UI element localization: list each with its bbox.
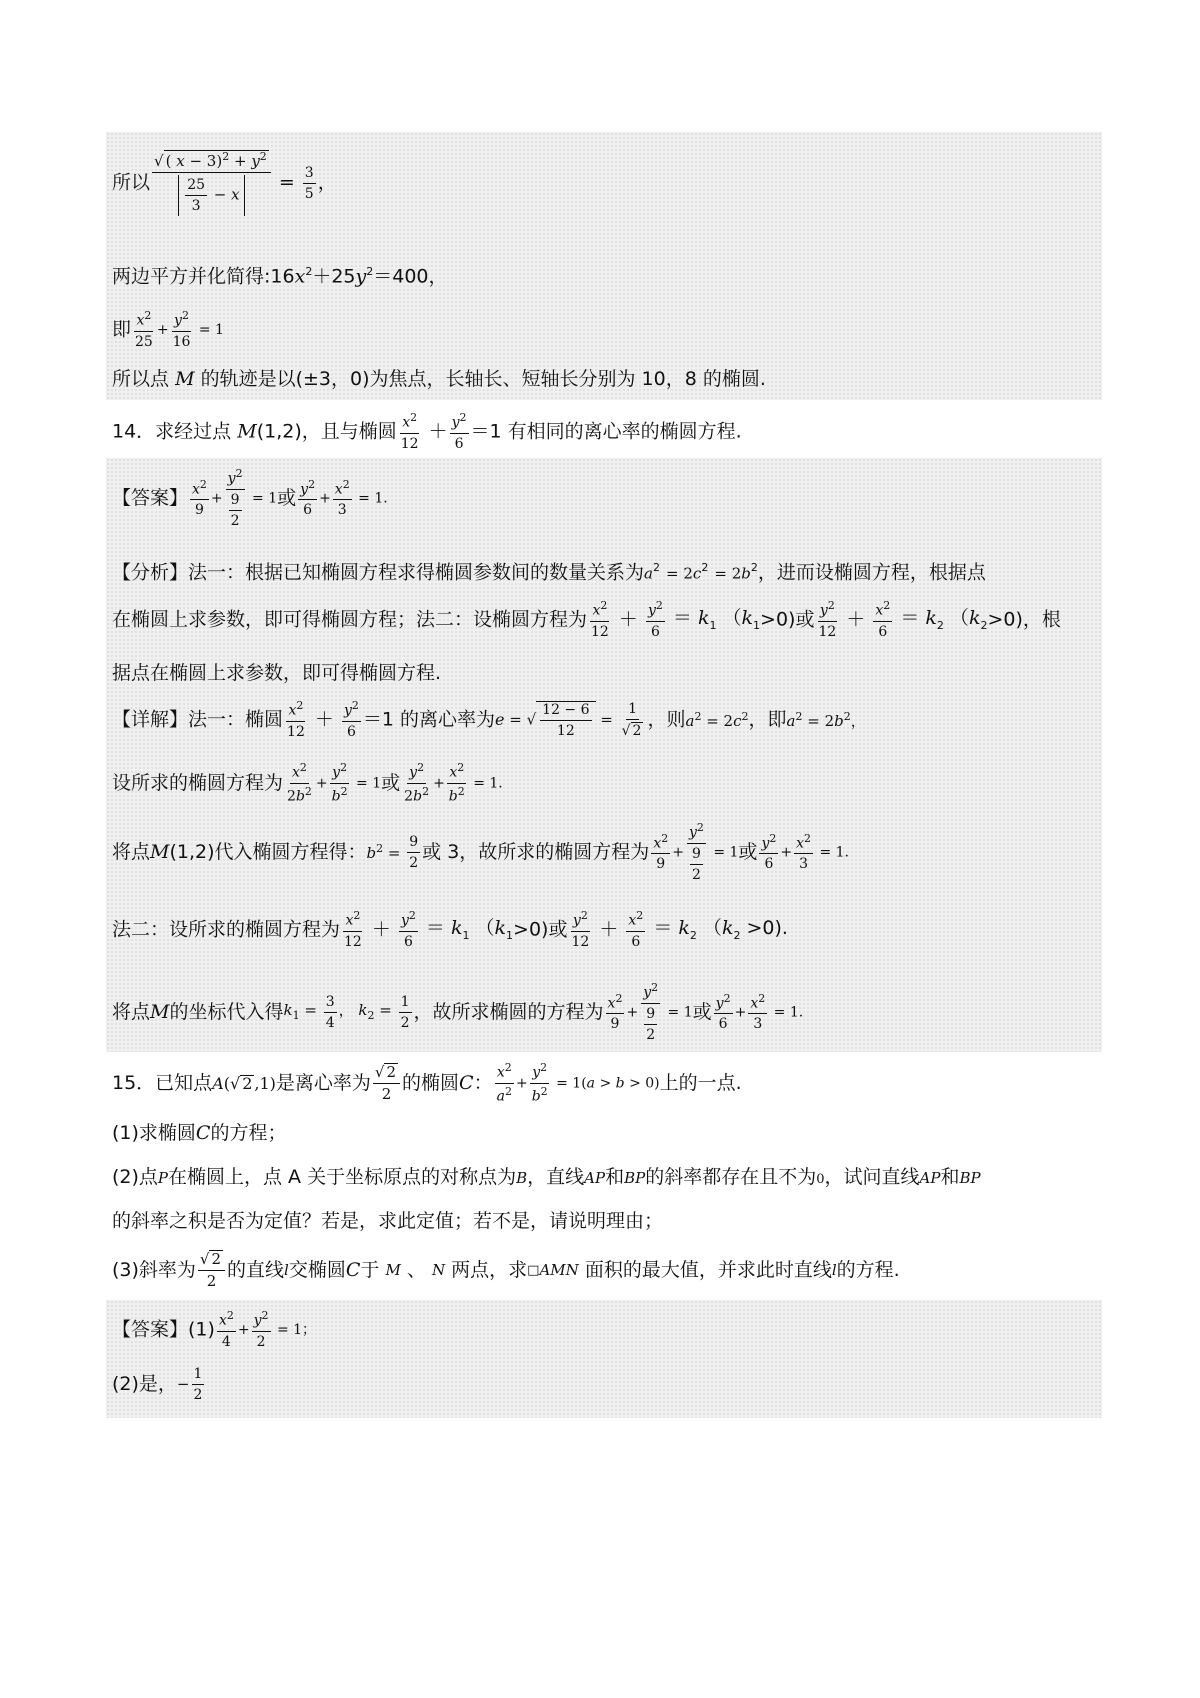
q14-text-3: ＝1 有相同的离心率的椭圆方程. xyxy=(470,420,742,443)
q15-p2-text-7: 和 xyxy=(940,1166,960,1188)
q15-p2-text-2: 在椭圆上，点 A 关于坐标原点的对称点为 xyxy=(168,1166,517,1188)
or-text-3: 或 xyxy=(738,840,758,863)
detail-label: 【详解】 xyxy=(112,708,189,731)
q15-p3-text-5: 、 xyxy=(406,1258,426,1281)
ratio-fraction: √ ( $x - 3)^2 + y^2$ $\frac{25}{3}$ − x xyxy=(152,150,271,216)
detail-line-1: 【详解】法一：椭圆 $\frac{x^2}{12}$ ＋ $\frac{y^2}{6}$ ＝1 的离心率为e = √ $\frac{12 - 6}{12}$ = $\frac{1}{√ 2}$ ，则$a^2 = 2c^2$，即$a^2 = 2b^2$， xyxy=(112,699,866,740)
analysis-label: 【分析】 xyxy=(112,561,189,584)
q15-p2-text-3: ，直线 xyxy=(527,1166,585,1188)
question-15: 15．已知点A(√ 2 ,1)是离心率为 $\frac{√ 2}{2}$ 的椭圆C： $\frac{x^2}{a^2}$ + $\frac{y^2}{b^2}$ = 1(a > b > 0)上的一点. xyxy=(112,1061,742,1105)
ji-text: 即 xyxy=(112,318,132,341)
comma: ， xyxy=(317,171,337,194)
analysis-line-2: 在椭圆上求参数，即可得椭圆方程；法二：设椭圆方程为 $\frac{x^2}{12}$ ＋ $\frac{y^2}{6}$ ＝ $k_1$ $(k_1>0)$或 $\frac{y^2}{12}$ ＋ $\frac{x^2}{6}$ ＝ $k_2$ $(k_2>0)$，根 xyxy=(112,599,1061,640)
q15-p3-text-7: 面积的最大值，并求此时直线 xyxy=(584,1258,832,1281)
line-simplify: 两边平方并化简得$:16x^2+25y^2=400$， xyxy=(112,265,448,288)
q15-p3-text-3: 交椭圆 xyxy=(288,1258,346,1281)
detail-text-9: 法二：设所求的椭圆方程为 xyxy=(112,918,341,941)
q15-p2-text-1: (2)点 xyxy=(112,1166,158,1188)
q15-text-4: 上的一点. xyxy=(659,1071,742,1094)
q14-text-1: 14．求经过点 xyxy=(112,420,232,443)
line-ratio: 所以 √ ( $x - 3)^2 + y^2$ $\frac{25}{3}$ − x = $\frac{3}{5}$ ， xyxy=(112,150,1102,216)
simplify-text: 两边平方并化简得:16 xyxy=(112,265,295,288)
solution-box-14 xyxy=(106,458,1102,1052)
detail-line-4: 法二：设所求的椭圆方程为 $\frac{x^2}{12}$ ＋ $\frac{y^2}{6}$ ＝ $k_1$ $(k_1>0)$或 $\frac{y^2}{12}$ ＋ $\frac{x^2}{6}$ ＝ $k_2$ $(k_2 >0)$. xyxy=(112,909,788,950)
q15-p1-text: (1)求椭圆 xyxy=(112,1122,196,1144)
answer-15-2: (2)是，− $\frac{1}{2}$ xyxy=(112,1366,203,1404)
q15-part2-cont xyxy=(112,1212,1102,1231)
locus-text-2: 的轨迹是以(±3，0)为焦点，长轴长、短轴长分别为 10，8 的椭圆. xyxy=(200,368,766,390)
detail-line-2: 设所求的椭圆方程为 $\frac{x^2}{2b^2}$ + $\frac{y^2}{b^2}$ = 1或 $\frac{y^2}{2b^2}$ + $\frac{x^2}{b^2}$ = 1. xyxy=(112,761,503,805)
locus-text-1: 所以点 xyxy=(112,368,170,390)
analysis-line-3 xyxy=(112,664,1102,683)
q14-text-2: (1,2)，且与椭圆 xyxy=(256,420,397,443)
answer-15-part1: (1) xyxy=(188,1318,215,1341)
line-ellipse-eq: 即 $\frac{x^2}{25}$ + $\frac{y^2}{16}$ = 1 xyxy=(112,309,224,350)
analysis-text-4: >0)或 xyxy=(760,608,815,631)
detail-text-11: 将点 xyxy=(112,1000,151,1023)
or-text-4: 或 xyxy=(692,1000,712,1023)
q15-p2-text-4: 和 xyxy=(605,1166,625,1188)
q15-p3-text-2: 的直线 xyxy=(227,1258,285,1281)
q15-part3: (3)斜率为 $\frac{√ 2}{2}$ 的直线l交椭圆C于 M 、 N 两点，求□AMN 面积的最大值，并求此时直线l的方程. xyxy=(112,1250,900,1291)
q15-p2-text-8: 的斜率之积是否为定值？若是，求此定值；若不是，请说明理由； xyxy=(112,1210,664,1232)
answer-label: 【答案】 xyxy=(112,486,189,509)
q15-p2-text-5: 的斜率都存在且不为 xyxy=(645,1166,817,1188)
answer-14: 【答案】 $\frac{x^2}{9}$ + $\frac{y^2}{\frac{9}{2}}$ = 1或 $\frac{y^2}{6}$ + $\frac{x^2}{3}$ = 1. xyxy=(112,467,388,529)
q15-p3-text-4: 于 xyxy=(360,1258,380,1281)
detail-text-3: ，则 xyxy=(647,708,686,731)
answer-15-1: 【答案】(1) $\frac{x^2}{4}$ + $\frac{y^2}{2}$ = 1； xyxy=(112,1309,317,1350)
analysis-text-1: 法一：根据已知椭圆方程求得椭圆参数间的数量关系为 xyxy=(188,561,645,584)
q15-part1: (1)求椭圆C的方程； xyxy=(112,1122,287,1144)
analysis-text-6: 据点在椭圆上求参数，即可得椭圆方程. xyxy=(112,662,442,684)
q15-text-3: 的椭圆 xyxy=(402,1071,460,1094)
q15-p3-text-1: (3)斜率为 xyxy=(112,1258,196,1281)
or-text: 或 xyxy=(277,486,297,509)
line-locus: 所以点 M 的轨迹是以(±3，0)为焦点，长轴长、短轴长分别为 10，8 的椭圆. xyxy=(112,368,766,390)
answer-15-part2: (2)是， xyxy=(112,1373,177,1396)
answer-label-15: 【答案】 xyxy=(112,1318,189,1341)
q15-part2: (2)点P在椭圆上，点 A 关于坐标原点的对称点为B，直线AP和BP的斜率都存在且不为0，试问直线AP和BP xyxy=(112,1166,981,1188)
q15-p3-text-8: 的方程. xyxy=(836,1258,900,1281)
q15-p3-text-6: 两点，求 xyxy=(451,1258,528,1281)
detail-text-7: (1,2)代入椭圆方程得： xyxy=(169,840,367,863)
simplify-text-2: ＋25 xyxy=(312,265,356,288)
analysis-line-1: 【分析】法一：根据已知椭圆方程求得椭圆参数间的数量关系为$a^2 = 2c^2 = 2b^2$，进而设椭圆方程，根据点 xyxy=(112,561,986,584)
detail-text-1: 法一：椭圆 xyxy=(188,708,284,731)
or-text-2: 或 xyxy=(381,771,401,794)
question-14: 14．求经过点 M(1,2)，且与椭圆 $\frac{x^2}{12}$ ＋ $\frac{y^2}{6}$ ＝1 有相同的离心率的椭圆方程. xyxy=(112,411,742,452)
q15-text-1: 15．已知点 xyxy=(112,1071,213,1094)
three-fifths: $\frac{3}{5}$ xyxy=(304,164,314,202)
detail-text-6: 将点 xyxy=(112,840,151,863)
detail-line-5: 将点M的坐标代入得$k_1$ = $\frac{3}{4}$ ， $k_2$ = $\frac{1}{2}$ ，故所求椭圆的方程为 $\frac{x^2}{9}$ + $\frac{y^2}{\frac{9}{2}}$ = 1或 $\frac{y^2}{6}$ + $\frac{x^2}{3}$ = 1. xyxy=(112,981,804,1043)
q15-text-2: 是离心率为 xyxy=(275,1071,371,1094)
detail-text-12: 的坐标代入得 xyxy=(169,1000,284,1023)
detail-text-5: 设所求的椭圆方程为 xyxy=(112,771,284,794)
analysis-text-5: >0)，根 xyxy=(987,608,1061,631)
detail-line-3: 将点M(1,2)代入椭圆方程得：$b^2$ = $\frac{9}{2}$ 或 3，故所求的椭圆方程为 $\frac{x^2}{9}$ + $\frac{y^2}{\frac{9}{2}}$ = 1或 $\frac{y^2}{6}$ + $\frac{x^2}{3}$ = 1. xyxy=(112,821,849,883)
detail-text-2: ＝1 的离心率为 xyxy=(362,708,496,731)
analysis-text-3: 在椭圆上求参数，即可得椭圆方程；法二：设椭圆方程为 xyxy=(112,608,588,631)
simplify-text-3: ＝400， xyxy=(373,265,448,288)
detail-text-4: ，即 xyxy=(748,708,787,731)
q15-p2-text-6: ，试问直线 xyxy=(824,1166,920,1188)
detail-text-8: 或 3，故所求的椭圆方程为 xyxy=(422,840,650,863)
detail-text-13: ，故所求椭圆的方程为 xyxy=(413,1000,604,1023)
detail-text-10: >0)或 xyxy=(513,918,568,941)
analysis-text-2: ，进而设椭圆方程，根据点 xyxy=(757,561,986,584)
text-suoyi: 所以 xyxy=(112,171,151,194)
q15-p1-text-2: 的方程； xyxy=(210,1122,287,1144)
